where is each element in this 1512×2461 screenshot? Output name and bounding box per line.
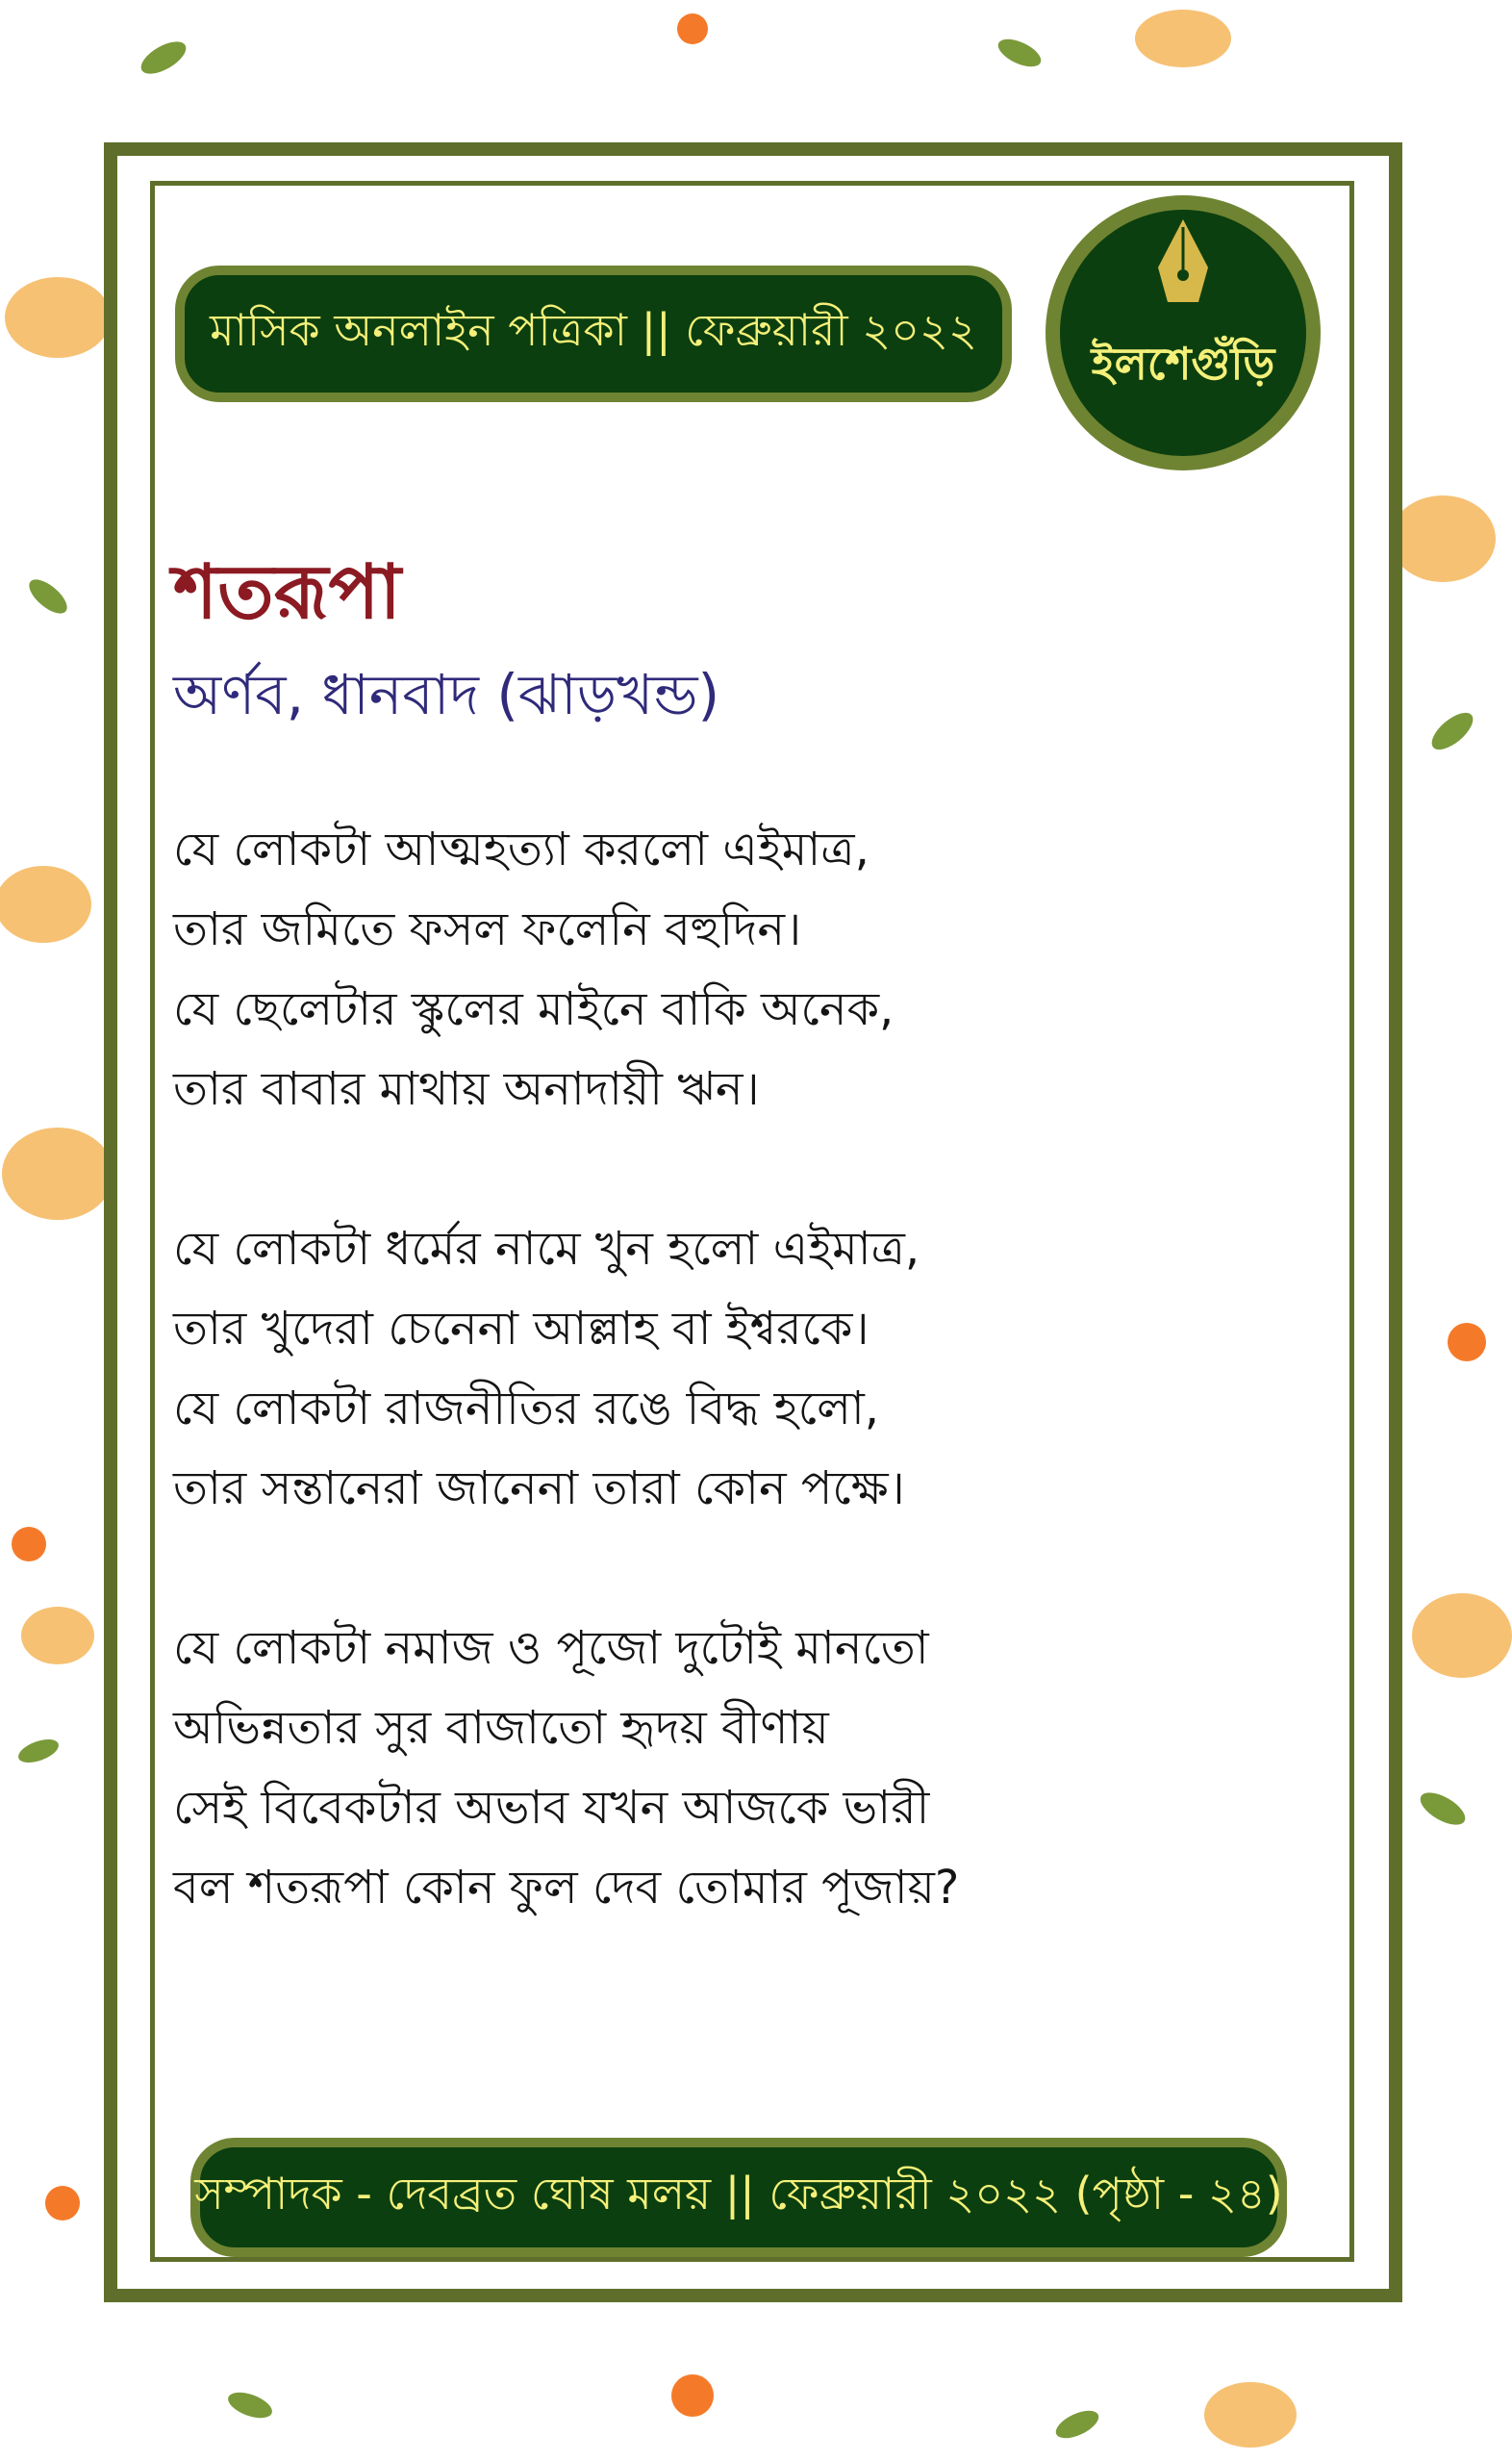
flower-bud-icon (0, 866, 91, 943)
flower-bud-icon (21, 1607, 94, 1664)
poem-line: তার বাবার মাথায় অনাদায়ী ঋন। (173, 1062, 760, 1116)
magazine-logo (1039, 189, 1327, 477)
flower-bud-icon (1135, 10, 1231, 67)
flower-bud-icon (1390, 495, 1496, 582)
poem-stanza (173, 1609, 1279, 1928)
leaf-icon (995, 34, 1046, 72)
leaf-icon (1425, 706, 1478, 756)
poem-line: বল শতরূপা কোন ফুল দেব তোমার পূজায়? (173, 1861, 960, 1915)
poem-line: তার জমিতে ফসল ফলেনি বহুদিন। (173, 902, 802, 956)
footer-banner-text: সম্পাদক - দেবব্রত ঘোষ মলয় || ফেব্রুয়ারী ২০২২ (পৃষ্ঠা - ২৪) (194, 2168, 1283, 2220)
poem-stanza (173, 810, 1279, 1129)
header-banner (175, 266, 1012, 402)
poem-line: যে লোকটা ধর্মের নামে খুন হলো এইমাত্র, (173, 1222, 920, 1276)
flower-icon (45, 2186, 80, 2220)
leaf-icon (1415, 1787, 1470, 1832)
poem-line: সেই বিবেকটার অভাব যখন আজকে ভারী (173, 1781, 930, 1835)
poem-line: যে লোকটা আত্মহত্যা করলো এইমাত্র, (173, 823, 869, 876)
logo-name-text: ইলশেগুঁড়ি (1091, 338, 1275, 390)
footer-banner (190, 2138, 1287, 2257)
leaf-icon (15, 1735, 62, 1767)
flower-icon (677, 13, 708, 44)
flower-bud-icon (1412, 1593, 1512, 1678)
flower-bud-icon (2, 1128, 113, 1220)
flower-bud-icon (5, 277, 111, 358)
poem-line: তার সন্তানেরা জানেনা তারা কোন পক্ষে। (173, 1461, 905, 1515)
flower-bud-icon (1204, 2382, 1297, 2448)
leaf-icon (136, 36, 190, 81)
poem-line: যে লোকটা নমাজ ও পূজো দুটোই মানতো (173, 1621, 929, 1675)
poem-line: অভিন্নতার সুর বাজাতো হৃদয় বীণায় (173, 1701, 829, 1755)
poem-stanza (173, 1209, 1279, 1529)
flower-icon (671, 2374, 714, 2417)
poem-line: তার খুদেরা চেনেনা আল্লাহ বা ইশ্বরকে। (173, 1302, 869, 1356)
leaf-icon (225, 2387, 276, 2423)
poem-line: যে ছেলেটার স্কুলের মাইনে বাকি অনেক, (173, 982, 895, 1036)
flower-icon (12, 1527, 46, 1561)
flower-icon (1448, 1323, 1486, 1361)
poem-line: যে লোকটা রাজনীতির রঙে বিদ্ধ হলো, (173, 1382, 880, 1435)
poem-author: অর্ণব, ধানবাদ (ঝাড়খন্ড) (173, 662, 720, 727)
poem-title: শতরূপা (173, 548, 402, 636)
poem-body (173, 810, 1279, 1928)
leaf-icon (24, 573, 73, 620)
header-banner-text: মাসিক অনলাইন পত্রিকা || ফেব্রুয়ারী ২০২২ (210, 304, 977, 356)
leaf-icon (1052, 2405, 1103, 2444)
